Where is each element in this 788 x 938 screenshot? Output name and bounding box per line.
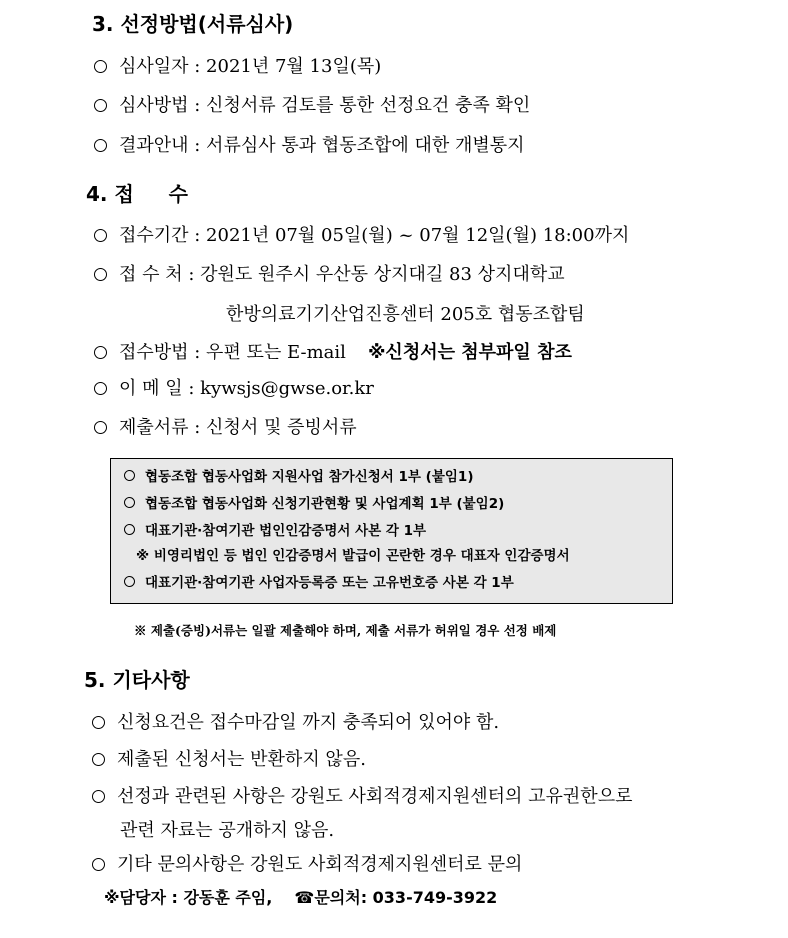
circle-bullet-icon (92, 790, 105, 803)
doc-note: ※ 비영리법인 등 법인 인감증명서 발급이 곤란한 경우 대표자 인감증명서 (136, 548, 570, 564)
circle-bullet-icon (94, 382, 107, 395)
manager-info: ※담당자 : 강동훈 주임, (104, 888, 273, 907)
section-5-title: 5. 기타사항 (84, 668, 190, 692)
circle-bullet-icon (92, 753, 105, 766)
circle-bullet-icon (124, 576, 135, 587)
submission-note: ※ 제출(증빙)서류는 일괄 제출해야 하며, 제출 서류가 허위일 경우 선정 배제 (134, 623, 557, 638)
section-3-title: 3. 선정방법(서류심사) (92, 12, 294, 36)
list-item: 접수방법 : 우편 또는 E-mail ※신청서는 첨부파일 참조 (94, 344, 572, 362)
circle-bullet-icon (94, 139, 107, 152)
list-item: 결과안내 : 서류심사 통과 협동조합에 대한 개별통지 (94, 137, 525, 155)
list-item: 접수기간 : 2021년 07월 05일(월) ~ 07월 12일(월) 18:00까지 (94, 227, 629, 245)
attachment-note: ※신청서는 첨부파일 참조 (367, 342, 572, 363)
circle-bullet-icon (92, 716, 105, 729)
list-item: 기타 문의사항은 강원도 사회적경제지원센터로 문의 (92, 856, 522, 874)
phone-number: 문의처: 033-749-3922 (314, 888, 498, 907)
list-item: 선정과 관련된 사항은 강원도 사회적경제지원센터의 고유권한으로 (92, 788, 632, 806)
doc-item: 대표기관·참여기관 법인인감증명서 사본 각 1부 (124, 524, 426, 539)
circle-bullet-icon (94, 421, 107, 434)
circle-bullet-icon (94, 229, 107, 242)
phone-icon: ☎ (294, 888, 315, 907)
circle-bullet-icon (94, 99, 107, 112)
list-item: 이 메 일 : kywsjs@gwse.or.kr (94, 380, 374, 398)
circle-bullet-icon (94, 60, 107, 73)
doc-item: 협동조합 협동사업화 지원사업 참가신청서 1부 (붙임1) (124, 470, 474, 485)
list-item: 제출된 신청서는 반환하지 않음. (92, 751, 366, 769)
circle-bullet-icon (124, 524, 135, 535)
doc-item: 대표기관·참여기관 사업자등록증 또는 고유번호증 사본 각 1부 (124, 576, 514, 591)
circle-bullet-icon (92, 858, 105, 871)
contact-line (104, 890, 497, 906)
list-item: 심사방법 : 신청서류 검토를 통한 선정요건 충족 확인 (94, 97, 530, 115)
list-item: 신청요건은 접수마감일 까지 충족되어 있어야 함. (92, 714, 499, 732)
list-item-continuation: 관련 자료는 공개하지 않음. (120, 820, 335, 841)
circle-bullet-icon (94, 346, 107, 359)
doc-item: 협동조합 협동사업화 신청기관현황 및 사업계획 1부 (붙임2) (124, 497, 504, 512)
circle-bullet-icon (124, 497, 135, 508)
list-item: 제출서류 : 신청서 및 증빙서류 (94, 419, 357, 437)
circle-bullet-icon (124, 470, 135, 481)
list-item: 심사일자 : 2021년 7월 13일(목) (94, 58, 381, 76)
list-item-continuation: 한방의료기기산업진흥센터 205호 협동조합팀 (226, 304, 585, 325)
email-link[interactable]: kywsjs@gwse.or.kr (200, 378, 374, 399)
section-4-title: 4. 접 수 (86, 182, 188, 206)
list-item: 접 수 처 : 강원도 원주시 우산동 상지대길 83 상지대학교 (94, 266, 565, 284)
circle-bullet-icon (94, 268, 107, 281)
